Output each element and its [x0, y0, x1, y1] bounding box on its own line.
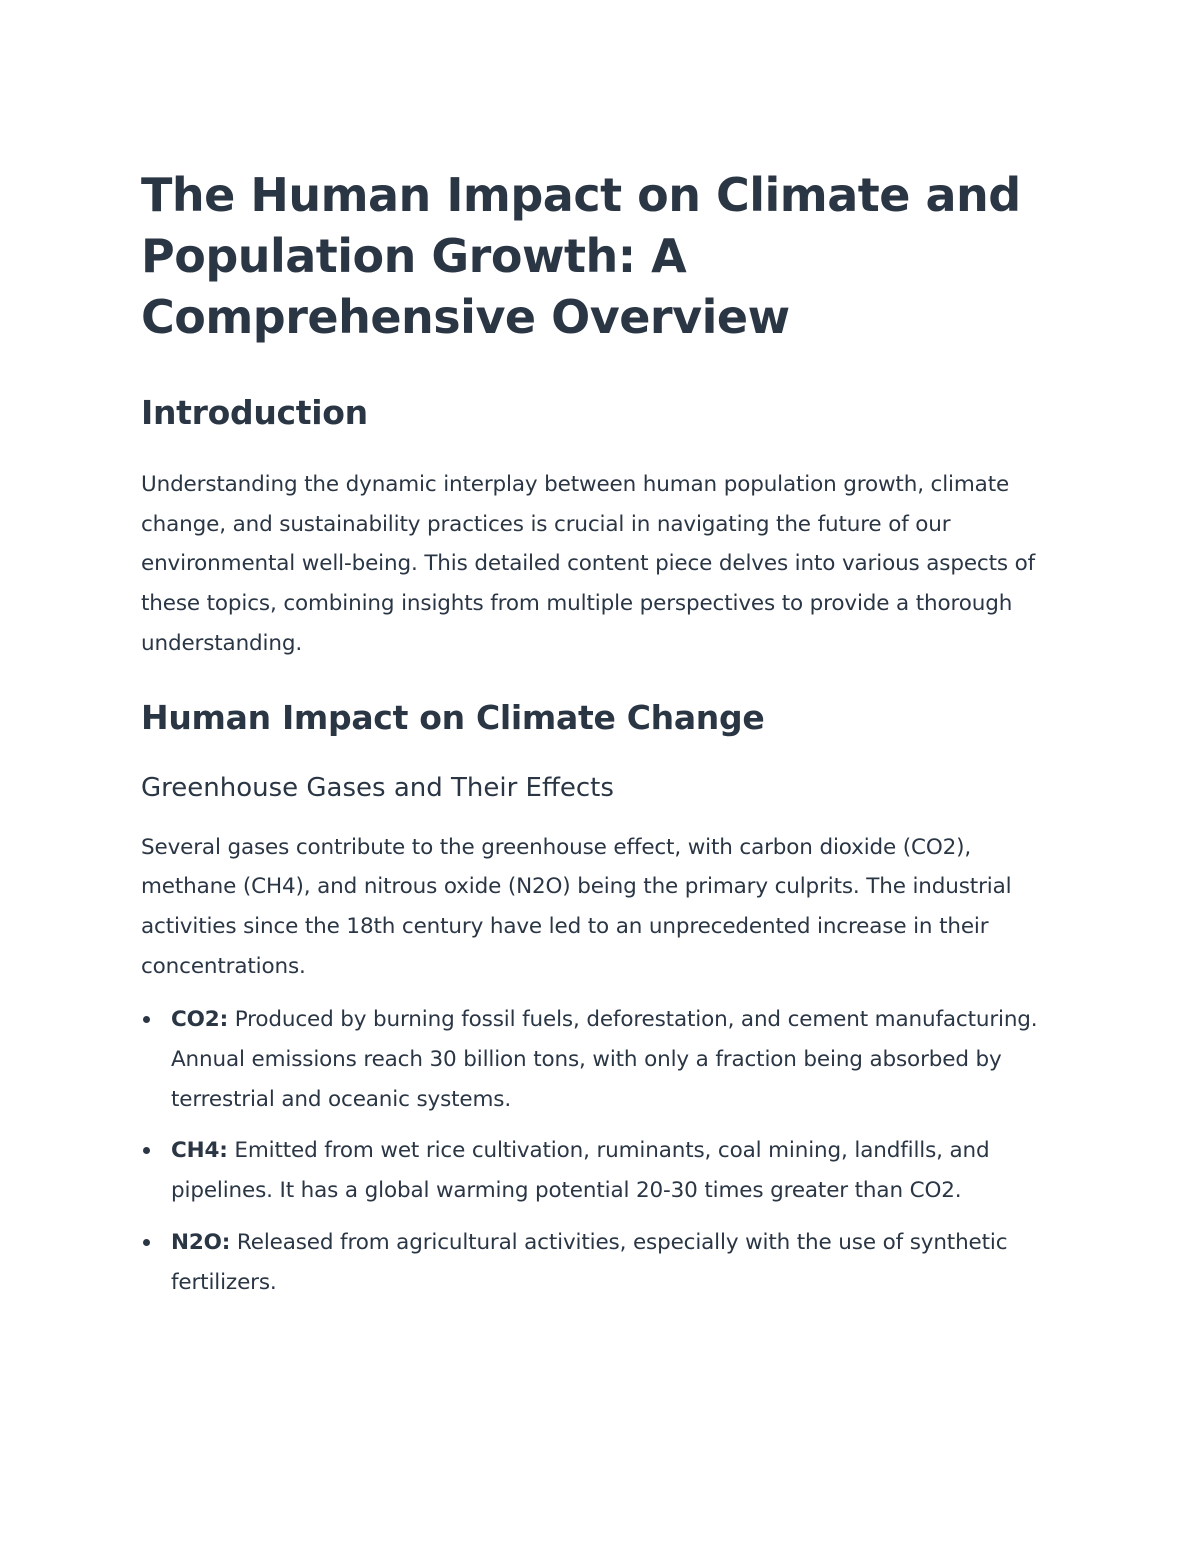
- list-item-term: CH4:: [171, 1138, 228, 1164]
- bullet-icon: [143, 1016, 150, 1023]
- list-item-text: Produced by burning fossil fuels, deforestation, and cement manufacturing. Annual emissions reach 30 billion tons, with only a fraction being absorbed by terrestrial and oceanic systems.: [171, 1007, 1038, 1112]
- list-item-text: Emitted from wet rice cultivation, ruminants, coal mining, landfills, and pipelines. It has a global warming potential 20-30 times greater than CO2.: [171, 1138, 990, 1204]
- list-item-n2o: [141, 1223, 1060, 1302]
- introduction-heading: Introduction: [141, 393, 368, 432]
- introduction-paragraph: Understanding the dynamic interplay between human population growth, climate change, and sustainability practices is crucial in navigating the future of our environmental well-being. This detailed content piece delves into various aspects of these topics, combining insights from multiple perspectives to provide a thorough understanding.: [141, 472, 1036, 656]
- human-impact-heading: Human Impact on Climate Change: [141, 697, 765, 737]
- document-title: The Human Impact on Climate and Population Growth: A Comprehensive Overview: [141, 168, 1021, 344]
- bullet-icon: [143, 1147, 150, 1154]
- list-item-ch4: [141, 1131, 1060, 1210]
- bullet-icon: [143, 1239, 150, 1246]
- greenhouse-paragraph: Several gases contribute to the greenhouse effect, with carbon dioxide (CO2), methane (CH4), and nitrous oxide (N2O) being the primary culprits. The industrial activities since the 18th century have led to an unprecedented increase in their concentrations.: [141, 834, 1012, 979]
- list-item-text: Released from agricultural activities, especially with the use of synthetic fertilizers.: [171, 1229, 1008, 1295]
- list-item-co2: [141, 1000, 1060, 1119]
- gas-list: [141, 1000, 1060, 1302]
- list-item-term: CO2:: [171, 1007, 229, 1033]
- greenhouse-subheading: Greenhouse Gases and Their Effects: [141, 772, 614, 803]
- list-item-term: N2O:: [171, 1229, 231, 1255]
